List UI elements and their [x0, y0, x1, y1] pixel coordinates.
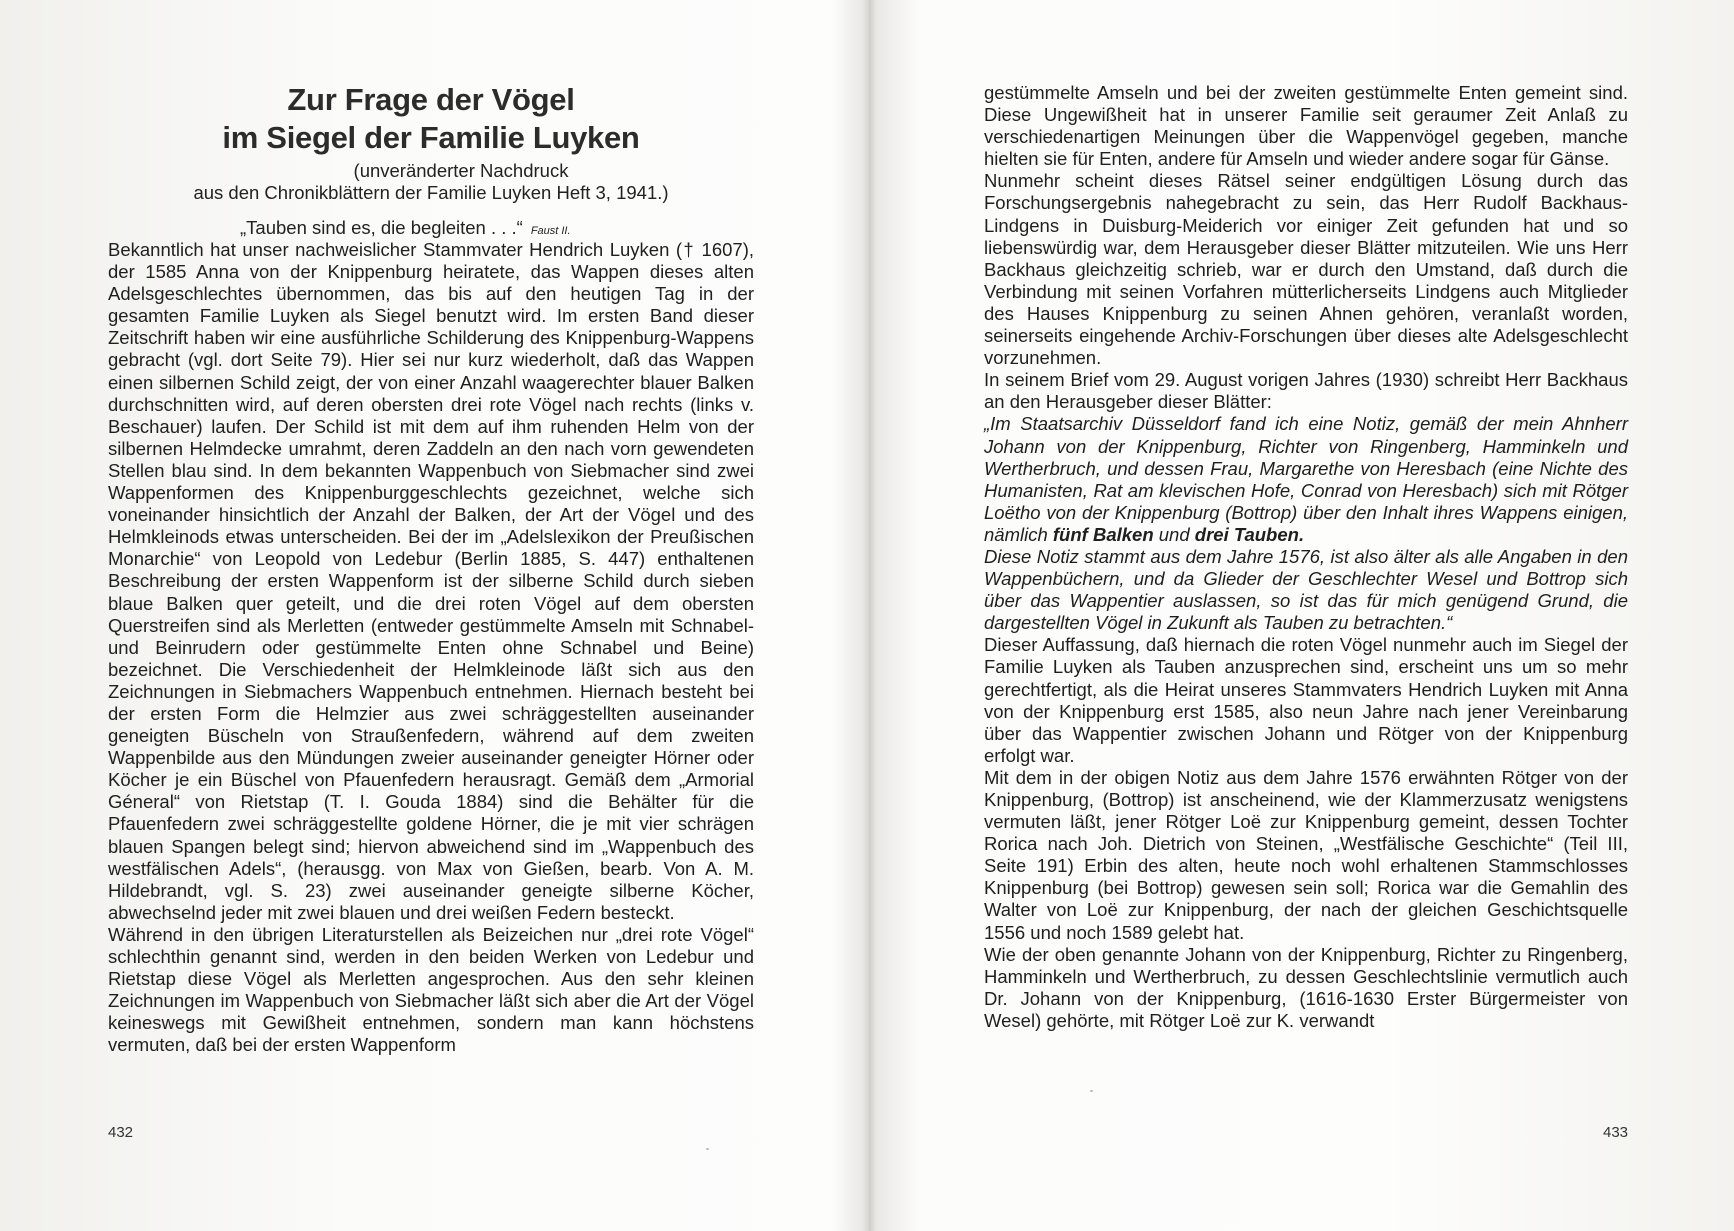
paper-speck [706, 1148, 709, 1150]
motto-source: Faust II. [530, 225, 571, 237]
quote-paragraph-1 [984, 413, 1628, 546]
article-title-line-2: im Siegel der Familie Luyken [222, 120, 640, 155]
page-number-right: 433 [1603, 1124, 1629, 1141]
quote-1-and: und [1158, 523, 1190, 545]
quote-1-text: „Im Staatsarchiv Düsseldorf fand ich eine Notiz, gemäß der mein Ahnherr Johann von der Knippenburg, Richter von Ringenberg, Hamminkeln und Wertherbruch, und dessen Frau, Margarethe von Heresbach (eine Nichte des Humanisten, Rat am klevischen Hofe, Conrad von Heresbach) sich mit Rötger Loëtho von der Knippenburg (Bottrop) über den Inhalt ihres Wappens einigen, nämlich [984, 413, 1628, 545]
quote-1-bold-five-beams: fünf Balken [1052, 523, 1154, 545]
subtitle-line-2: aus den Chronikblättern der Familie Luyken Heft 3, 1941.) [193, 182, 669, 203]
subtitle-line-1: (unveränderter Nachdruck [353, 160, 569, 181]
right-paragraph-6: Wie der oben genannte Johann von der Knippenburg, Richter zu Ringenberg, Hamminkeln und Wertherbruch, zu dessen Geschlechtslinie vermutlich auch Dr. Johann von der Knippenburg, (1616-1630 Erster Bürgermeister von Wesel) gehörte, mit Rötger Loë zur K. verwandt [984, 943, 1628, 1031]
right-paragraph-1: gestümmelte Amseln und bei der zweiten gestümmelte Enten gemeint sind. Diese Ungewißheit hat in unserer Familie seit geraumer Zeit Anlaß zu verschiedenartigen Meinungen über die Wappenvögel gegeben, manche hielten sie für Enten, andere für Amseln und wieder andere sogar für Gänse. [984, 82, 1628, 170]
left-paragraph-2: Während in den übrigen Literaturstellen als Beizeichen nur „drei rote Vögel“ schlechthin genannt sind, werden in den beiden Werken von Ledebur und Rietstap diese Vögel als Merletten angesprochen. Aus den sehr kleinen Zeichnungen im Wappenbuch von Siebmacher läßt sich aber die Art der Vögel keineswegs mit Gewißheit entnehmen, sondern man kann höchstens vermuten, daß bei der ersten Wappenform [108, 923, 754, 1056]
right-page [870, 0, 1734, 1231]
quote-1-bold-three-doves: drei Tauben. [1194, 523, 1305, 545]
right-paragraph-3: In seinem Brief vom 29. August vorigen Jahres (1930) schreibt Herr Backhaus an den Herausgeber dieser Blätter: [984, 369, 1628, 413]
left-paragraph-1: Bekanntlich hat unser nachweislicher Stammvater Hendrich Luyken († 1607), der 1585 Anna von der Knippenburg heiratete, das Wappen dieses alten Adelsgeschlechtes übernommen, das bis auf den heutigen Tag in der gesamten Familie Luyken als Siegel benutzt wird. Im ersten Band dieser Zeitschrift haben wir eine ausführliche Schilderung des Knippenburg-Wappens gebracht (vgl. dort Seite 79). Hier sei nur kurz wiederholt, daß das Wappen einen silbernen Schild zeigt, der von einer Anzahl waagerechter blauer Balken durchschnitten wird, auf deren obersten drei rote Vögel nach rechts (links v. Beschauer) laufen. Der Schild ist mit dem auf ihm ruhenden Helm von der silbernen Helmdecke umrahmt, deren Zaddeln an den nach vorn gewendeten Stellen blau sind. In dem bekannten Wappenbuch von Siebmacher sind zwei Wappenformen des Knippenburggeschlechts gezeichnet, welche sich voneinander hinsichtlich der Anzahl der Balken, der Art der Vögel und des Helmkleinods etwas unterscheiden. Bei der im „Adelslexikon der Preußischen Monarchie“ von Leopold von Ledebur (Berlin 1885, S. 447) enthaltenen Beschreibung der ersten Wappenform ist der silberne Schild durch sieben blaue Balken quer geteilt, und die drei roten Vögel auf dem obersten Querstreifen sind als Merletten (entweder gestümmelte Amseln mit Schnabel- und Beinrudern oder gestümmelte Enten ohne Schnabel und Beine) bezeichnet. Die Verschiedenheit der Helmkleinode läßt sich aus den Zeichnungen in Siebmachers Wappenbuch entnehmen. Hiernach besteht bei der ersten Form die Helmzier aus zwei schräggestellten auseinander geneigten Büscheln von Straußenfedern, während auf dem zweiten Wappenbilde aus den Mündungen zweier auseinander geneigter Hörner oder Köcher je ein Büschel von Pfauenfedern herausragt. Gemäß dem „Armorial Géneral“ von Rietstap (T. I. Gouda 1884) sind die Behälter für die Pfauenfedern zwei schräggestellte goldene Hörner, die je mit vier schrägen blauen Spangen belegt sind; hiervon abweichend sind im „Wappenbuch des westfälischen Adels“, (herausgg. von Max von Gießen, bearb. Von A. M. Hildebrandt, vgl. S. 23) zwei auseinander geneigte silberne Köcher, abwechselnd jeder mit zwei blauen und drei weißen Federn besteckt. [108, 239, 754, 923]
paper-speck [1090, 1090, 1093, 1092]
left-page [0, 0, 866, 1231]
right-paragraph-4: Dieser Auffassung, daß hiernach die roten Vögel nunmehr auch im Siegel der Familie Luyken als Tauben anzusprechen sind, erscheint uns um so mehr gerechtfertigt, als die Heirat unseres Stammvaters Hendrich Luyken mit Anna von der Knippenburg erst 1585, also neun Jahre nach jener Vereinbarung über das Wappentier zwischen Johann und Rötger von der Knippenburg erfolgt war. [984, 634, 1628, 766]
right-body-text [984, 82, 1628, 1032]
article-title-line-1: Zur Frage der Vögel [287, 82, 575, 117]
right-paragraph-2: Nunmehr scheint dieses Rätsel seiner endgültigen Lösung durch das Forschungsergebnis nahegebracht zu sein, das Herr Rudolf Backhaus-Lindgens in Duisburg-Meiderich vor einiger Zeit gefunden hat und so liebenswürdig war, dem Herausgeber dieser Blätter mitzuteilen. Wie uns Herr Backhaus gleichzeitig schrieb, war er durch den Umstand, daß durch die Verbindung mit seinen Vorfahren mütterlicherseits Lindgens auch Mitglieder des Hauses Knippenburg zu seinen Ahnen gehören, veranlaßt worden, seinerseits eingehende Archiv-Forschungen über dieses alte Adelsgeschlecht vorzunehmen. [984, 170, 1628, 369]
quote-paragraph-2: Diese Notiz stammt aus dem Jahre 1576, ist also älter als alle Angaben in den Wappenbüchern, und da Glieder der Geschlechter Wesel und Bottrop sich über das Wappentier auslassen, so ist das für mich genügend Grund, die dargestellten Vögel in Zukunft als Tauben zu betrachten.“ [984, 545, 1628, 634]
motto-text: „Tauben sind es, die begleiten . . .“ [240, 217, 523, 238]
left-body-text [108, 239, 754, 1056]
right-paragraph-5: Mit dem in der obigen Notiz aus dem Jahre 1576 erwähnten Rötger von der Knippenburg, (Bottrop) ist anscheinend, wie der Klammerzusatz wenigstens vermuten läßt, jener Rötger Loë zur Knippenburg gemeint, dessen Tochter Rorica nach Joh. Dietrich von Steinen, „Westfälische Geschichte“ (Teil III, Seite 191) Erbin des alten, heute noch wohl erhaltenen Stammschlosses Knippenburg (bei Bottrop) gewesen sein soll; Rorica war die Gemahlin des Walter von Loë zur Knippenburg, der nach der gleichen Geschichtsquelle 1556 und noch 1589 gelebt hat. [984, 766, 1628, 943]
page-number-left: 432 [108, 1124, 134, 1141]
